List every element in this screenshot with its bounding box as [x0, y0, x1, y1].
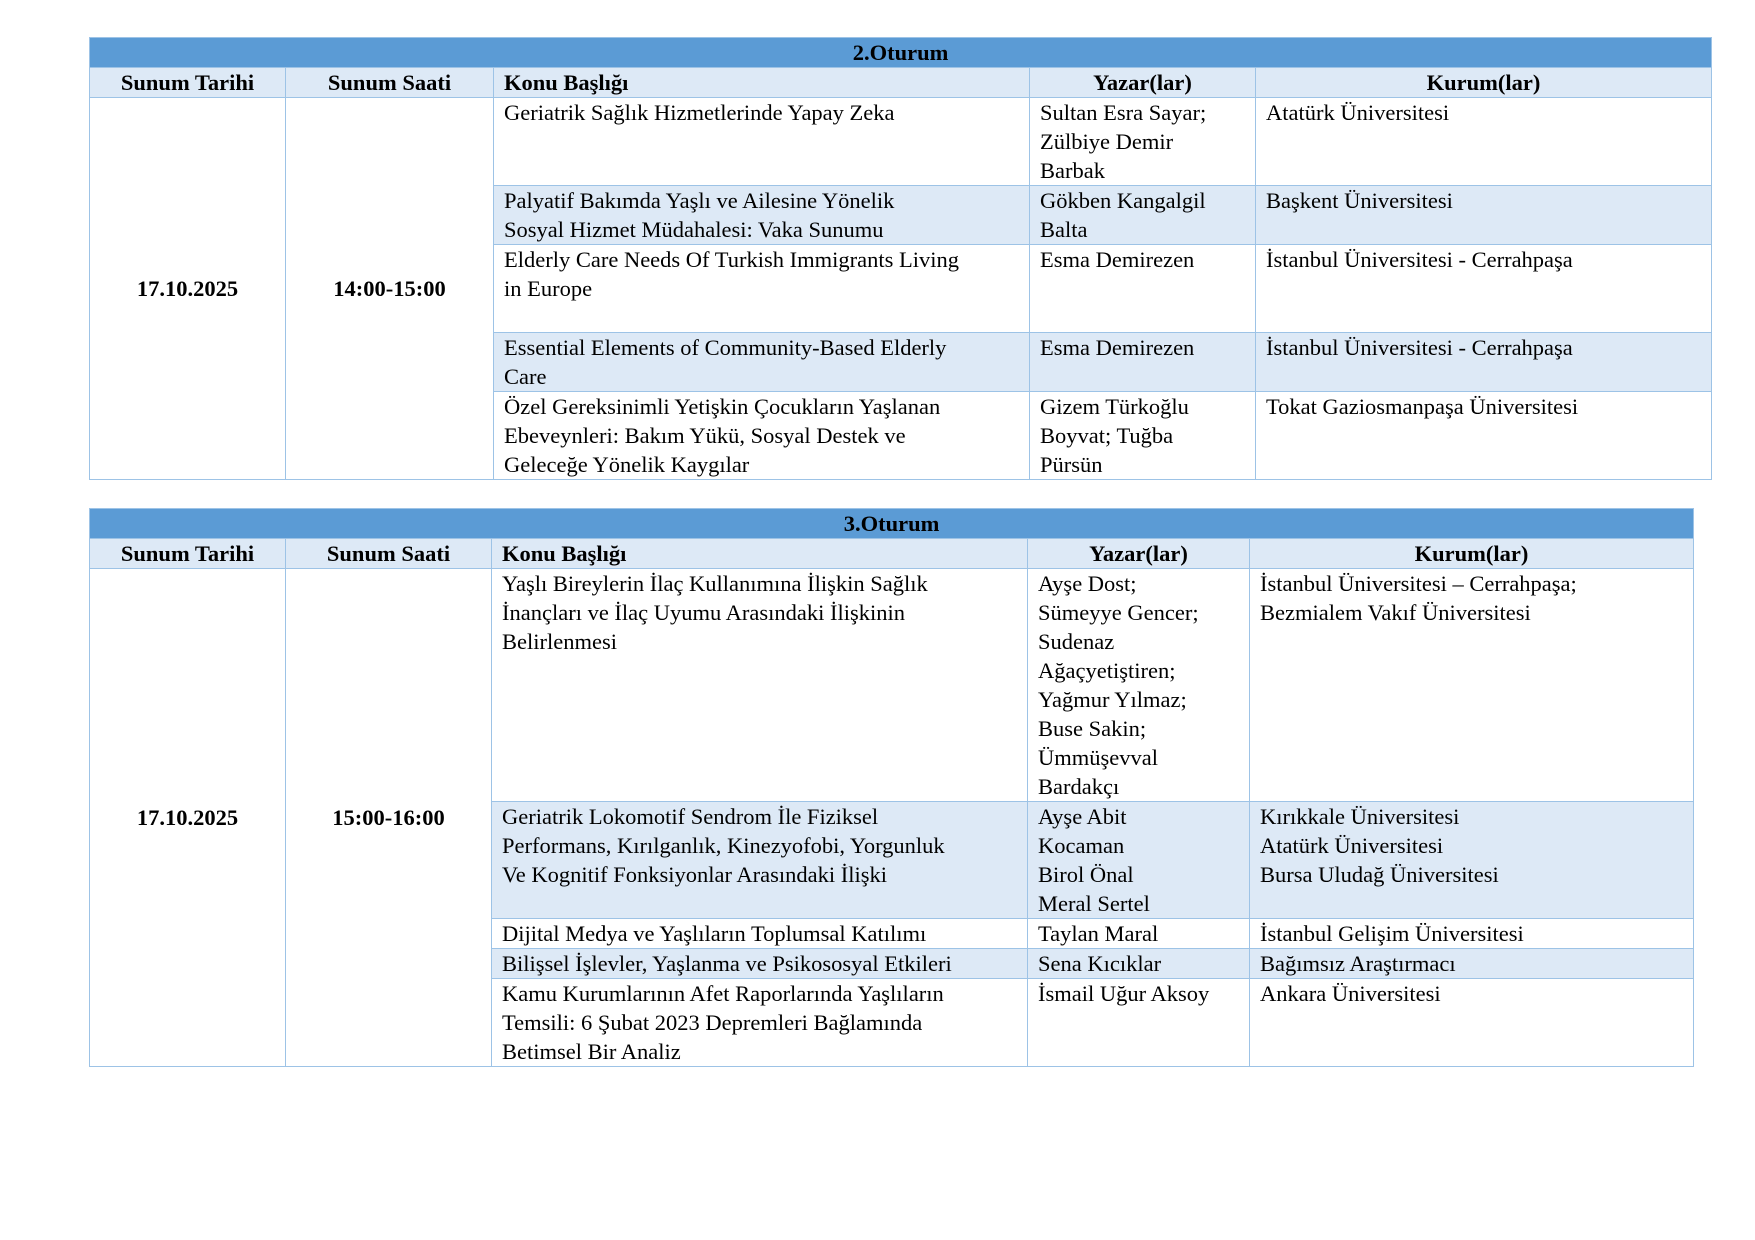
institutions-cell: Tokat Gaziosmanpaşa Üniversitesi: [1256, 392, 1712, 480]
authors-cell: Ayşe Dost; Sümeyye Gencer; Sudenaz Ağaçyetiştiren; Yağmur Yılmaz; Buse Sakin; Ümmüşevval Bardakçı: [1028, 569, 1250, 802]
header-time: Sunum Saati: [286, 539, 492, 569]
header-date: Sunum Tarihi: [90, 539, 286, 569]
authors-cell: Ayşe Abit Kocaman Birol Önal Meral Sertel: [1028, 802, 1250, 919]
authors-cell: Esma Demirezen: [1030, 245, 1256, 333]
header-date: Sunum Tarihi: [90, 68, 286, 98]
institutions-cell: Başkent Üniversitesi: [1256, 186, 1712, 245]
institutions-cell: İstanbul Üniversitesi – Cerrahpaşa; Bezmialem Vakıf Üniversitesi: [1250, 569, 1694, 802]
topic-cell: Dijital Medya ve Yaşlıların Toplumsal Katılımı: [492, 919, 1028, 949]
institutions-cell: Ankara Üniversitesi: [1250, 979, 1694, 1067]
header-topic: Konu Başlığı: [492, 539, 1028, 569]
topic-cell: Elderly Care Needs Of Turkish Immigrants Living in Europe: [494, 245, 1030, 333]
session-title-row: [90, 509, 1694, 539]
presentation-time: 15:00-16:00: [286, 569, 492, 1067]
topic-cell: Bilişsel İşlevler, Yaşlanma ve Psikososyal Etkileri: [492, 949, 1028, 979]
topic-cell: Essential Elements of Community-Based Elderly Care: [494, 333, 1030, 392]
institutions-cell: İstanbul Gelişim Üniversitesi: [1250, 919, 1694, 949]
presentation-date: 17.10.2025: [90, 569, 286, 1067]
session-title: 3.Oturum: [90, 509, 1694, 539]
session-title-row: [90, 38, 1712, 68]
institutions-cell: İstanbul Üniversitesi - Cerrahpaşa: [1256, 245, 1712, 333]
presentation-time: 14:00-15:00: [286, 98, 494, 480]
topic-cell: Geriatrik Sağlık Hizmetlerinde Yapay Zeka: [494, 98, 1030, 186]
header-topic: Konu Başlığı: [494, 68, 1030, 98]
authors-cell: Sena Kıcıklar: [1028, 949, 1250, 979]
authors-cell: Gökben Kangalgil Balta: [1030, 186, 1256, 245]
topic-cell: Palyatif Bakımda Yaşlı ve Ailesine Yönelik Sosyal Hizmet Müdahalesi: Vaka Sunumu: [494, 186, 1030, 245]
topic-cell: Kamu Kurumlarının Afet Raporlarında Yaşlıların Temsili: 6 Şubat 2023 Depremleri Bağlamında Betimsel Bir Analiz: [492, 979, 1028, 1067]
authors-cell: Taylan Maral: [1028, 919, 1250, 949]
header-row: [90, 68, 1712, 98]
authors-cell: Gizem Türkoğlu Boyvat; Tuğba Pürsün: [1030, 392, 1256, 480]
header-authors: Yazar(lar): [1028, 539, 1250, 569]
table-row: [90, 569, 1694, 802]
header-institutions: Kurum(lar): [1256, 68, 1712, 98]
session-title: 2.Oturum: [90, 38, 1712, 68]
institutions-cell: Atatürk Üniversitesi: [1256, 98, 1712, 186]
header-institutions: Kurum(lar): [1250, 539, 1694, 569]
header-authors: Yazar(lar): [1030, 68, 1256, 98]
session-2-table: [89, 37, 1712, 480]
institutions-cell: İstanbul Üniversitesi - Cerrahpaşa: [1256, 333, 1712, 392]
topic-cell: Yaşlı Bireylerin İlaç Kullanımına İlişkin Sağlık İnançları ve İlaç Uyumu Arasındaki İlişkinin Belirlenmesi: [492, 569, 1028, 802]
topic-cell: Özel Gereksinimli Yetişkin Çocukların Yaşlanan Ebeveynleri: Bakım Yükü, Sosyal Destek ve Geleceğe Yönelik Kaygılar: [494, 392, 1030, 480]
authors-cell: Sultan Esra Sayar; Zülbiye Demir Barbak: [1030, 98, 1256, 186]
session-3-table: [89, 508, 1694, 1067]
header-row: [90, 539, 1694, 569]
table-row: [90, 98, 1712, 186]
institutions-cell: Kırıkkale Üniversitesi Atatürk Üniversitesi Bursa Uludağ Üniversitesi: [1250, 802, 1694, 919]
authors-cell: İsmail Uğur Aksoy: [1028, 979, 1250, 1067]
presentation-date: 17.10.2025: [90, 98, 286, 480]
institutions-cell: Bağımsız Araştırmacı: [1250, 949, 1694, 979]
authors-cell: Esma Demirezen: [1030, 333, 1256, 392]
topic-cell: Geriatrik Lokomotif Sendrom İle Fiziksel Performans, Kırılganlık, Kinezyofobi, Yorgunluk Ve Kognitif Fonksiyonlar Arasındaki İlişki: [492, 802, 1028, 919]
header-time: Sunum Saati: [286, 68, 494, 98]
